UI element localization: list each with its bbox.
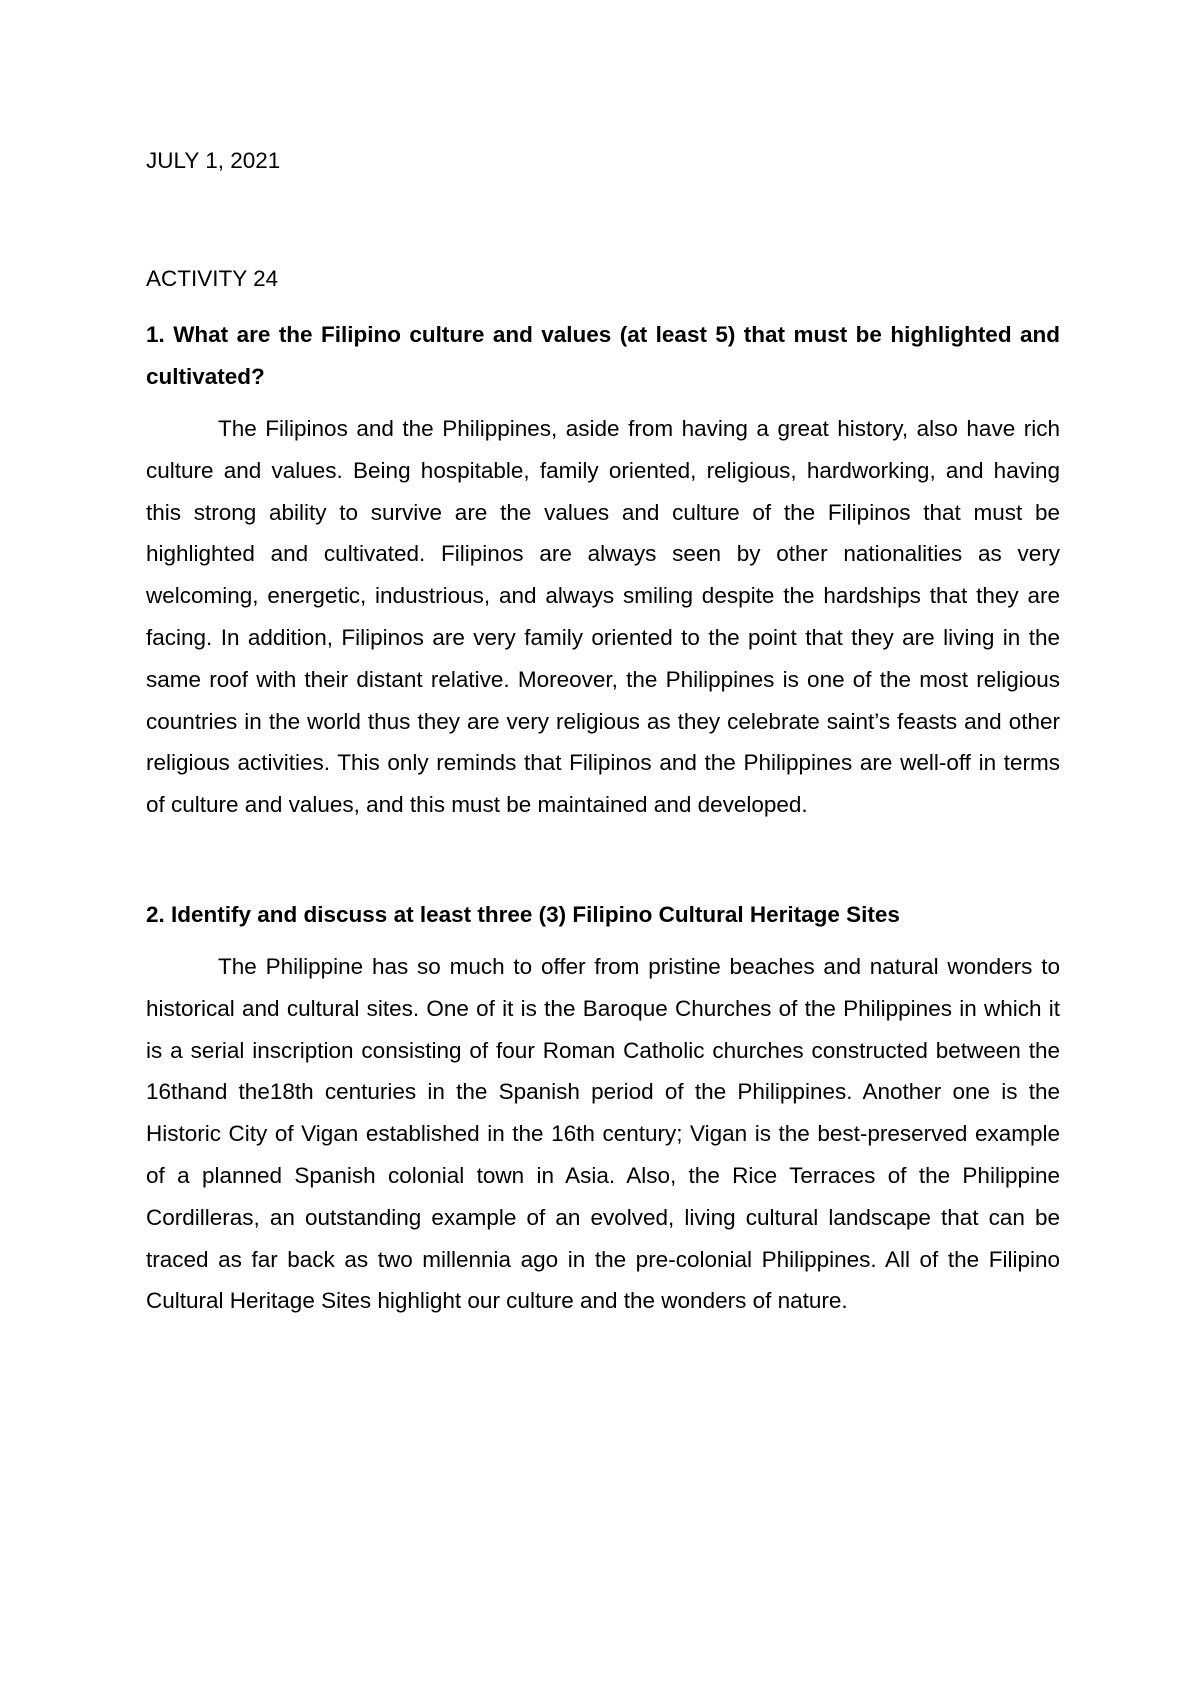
answer-1: The Filipinos and the Philippines, aside from having a great history, also have rich culture and values. Being hospitable, family oriented, religious, hardworking, and having this strong ability to survive are the values and culture of the Filipinos that must be highlighted and cultivated. Filipinos are always seen by other nationalities as very welcoming, energetic, industrious, and always smiling despite the hardships that they are facing. In addition, Filipinos are very family oriented to the point that they are living in the same roof with their distant relative. Moreover, the Philippines is one of the most religious countries in the world thus they are very religious as they celebrate saint’s feasts and other religious activities. This only reminds that Filipinos and the Philippines are well-off in terms of culture and values, and this must be maintained and developed.: [146, 416, 1060, 818]
question-2: 2. Identify and discuss at least three (3) Filipino Cultural Heritage Sites: [146, 901, 900, 927]
question-1: 1. What are the Filipino culture and values (at least 5) that must be highlighted and cultivated?: [146, 322, 1060, 389]
answer-2: The Philippine has so much to offer from pristine beaches and natural wonders to historical and cultural sites. One of it is the Baroque Churches of the Philippines in which it is a serial inscription consisting of four Roman Catholic churches constructed between the 16thand the18th centuries in the Spanish period of the Philippines. Another one is the Historic City of Vigan established in the 16th century; Vigan is the best-preserved example of a planned Spanish colonial town in Asia. Also, the Rice Terraces of the Philippine Cordilleras, an outstanding example of an evolved, living cultural landscape that can be traced as far back as two millennia ago in the pre-colonial Philippines. All of the Filipino Cultural Heritage Sites highlight our culture and the wonders of nature.: [146, 953, 1060, 1314]
document-date: JULY 1, 2021: [146, 148, 281, 173]
activity-title: ACTIVITY 24: [146, 266, 279, 291]
document-body: [146, 140, 1060, 1322]
